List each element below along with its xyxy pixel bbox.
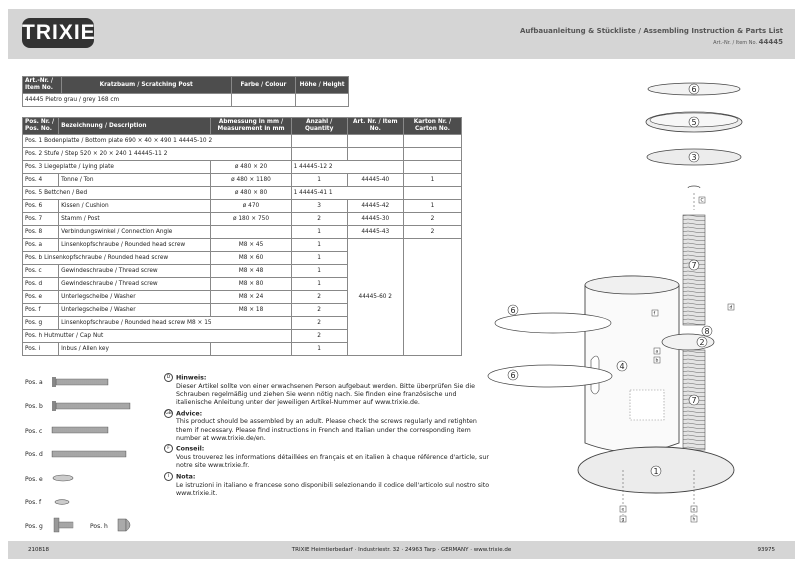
product-row: 44445 Pietro grau / grey 168 cm <box>23 94 232 107</box>
label-g: g <box>621 517 625 523</box>
footer-address: TRIXIE Heimtierbedarf · Industriestr. 32 · 24963 Tarp · GERMANY · www.trixie.de <box>291 547 512 553</box>
table-row: Pos. d Gewindeschraube / Thread screw M8 × 80 1 <box>23 278 462 291</box>
label-2: 2 <box>699 338 705 347</box>
col-item-no: Art. Nr. / Item No. <box>347 118 403 135</box>
label-7-upper: 7 <box>691 261 697 270</box>
parts-table <box>22 117 462 356</box>
part-label-a: Pos. a <box>25 379 43 386</box>
col-art-no: Art.-Nr. / Item No. <box>23 77 62 94</box>
article-number <box>713 38 783 46</box>
footer-code: 210818 <box>28 547 49 553</box>
table-row: Pos. 8 Verbindungswinkel / Connection Angle 1 44445-43 2 <box>23 226 462 239</box>
screw-b-icon <box>52 401 130 411</box>
washer-e-icon <box>53 475 73 481</box>
table-row: Pos. 7 Stamm / Post ø 180 × 750 2 44445-30 2 <box>23 213 462 226</box>
table-row: Pos. g Linsenkopfschraube / Rounded head screw M8 × 15 2 <box>23 317 462 330</box>
screw-a-icon <box>52 377 108 387</box>
label-7-lower: 7 <box>691 396 697 405</box>
label-8: 8 <box>704 327 710 336</box>
table-row: Pos. b Linsenkopfschraube / Rounded head screw M8 × 60 1 <box>23 252 462 265</box>
label-f: f <box>653 311 656 317</box>
label-d: d <box>729 305 733 311</box>
cap-nut-h-icon <box>118 519 130 531</box>
part-label-h: Pos. h <box>90 523 108 530</box>
side-cushion-upper <box>495 313 611 333</box>
table-row: Pos. c Gewindeschraube / Thread screw M8 × 48 1 <box>23 265 462 278</box>
part-label-e: Pos. e <box>25 476 43 483</box>
document-title: Aufbauanleitung & Stückliste / Assembling Instruction & Parts List <box>519 27 783 35</box>
label-e-left: e <box>621 507 625 513</box>
assembly-diagram <box>478 70 768 540</box>
note-french: F Conseil: Vous trouverez les informations détaillées en français et en italien à chaque référence d'article, sur notre site www.trixie.fr. <box>164 444 494 470</box>
table-row: Pos. 6 Kissen / Cushion ø 470 3 44445-42 1 <box>23 200 462 213</box>
col-description: Bezeichnung / Description <box>59 118 211 135</box>
part-label-b: Pos. b <box>25 403 43 410</box>
col-colour: Farbe / Colour <box>231 77 295 94</box>
note-english: GB Advice: This product should be assembled by an adult. Please check the screws regularly and retighten them if necessary. Please find instructions in French and Italian under the corresponding item number at www.trixie.de/en. <box>165 410 477 443</box>
page-header <box>8 9 795 59</box>
table-row: Pos. 2 Stufe / Step 520 × 20 × 240 1 44445-11 2 <box>23 148 462 161</box>
col-quantity: Anzahl / Quantity <box>291 118 347 135</box>
brand-logo: TRIXIE <box>22 18 94 48</box>
table-row: Pos. h Hutmutter / Cap Nut 2 <box>23 330 462 343</box>
part-label-c: Pos. c <box>25 428 43 435</box>
table-row: Pos. a Linsenkopfschraube / Rounded head screw M8 × 45 1 44445-60 2 <box>23 239 462 252</box>
part-label-d: Pos. d <box>25 451 43 458</box>
note-italian: I Nota: Le istruzioni in italiano e francese sono disponibili selezionando il codice dell'articolo sul nostro sito www.trixie.it. <box>164 472 494 498</box>
part-label-g: Pos. g <box>25 523 43 530</box>
article-number-label: Art.-Nr. / Item No. <box>713 40 758 46</box>
label-3: 3 <box>691 153 697 162</box>
table-row: Pos. i Inbus / Allen key 1 <box>23 343 462 356</box>
flag-it-icon: I <box>164 472 173 481</box>
label-b: b <box>655 358 659 364</box>
label-c: C <box>700 198 704 204</box>
label-6-top: 6 <box>691 85 697 94</box>
label-5: 5 <box>691 118 697 127</box>
screw-g-icon <box>54 518 73 532</box>
table-row: Pos. 3 Liegeplatte / Lying plate ø 480 × 20 1 44445-12 2 <box>23 161 462 174</box>
instruction-notes <box>164 373 494 499</box>
table-row: Pos. 4 Tonne / Ton ø 480 × 1180 1 44445-40 1 <box>23 174 462 187</box>
col-measurement: Abmessung in mm / Measurement in mm <box>211 118 291 135</box>
label-1: 1 <box>653 467 659 476</box>
hardware-illustrations <box>22 370 162 540</box>
label-h: h <box>692 517 696 523</box>
table-row: Pos. 5 Bettchen / Bed ø 480 × 80 1 44445-41 1 <box>23 187 462 200</box>
col-pos: Pos. Nr. / Pos. No. <box>23 118 59 135</box>
col-carton-no: Karton Nr. / Carton No. <box>403 118 461 135</box>
article-number-value: 44445 <box>758 38 783 46</box>
label-a: a <box>655 349 659 355</box>
flag-gb-icon: GB <box>165 410 172 416</box>
page-footer <box>8 541 795 559</box>
table-row: Pos. 1 Bodenplatte / Bottom plate 690 × 40 × 490 1 44445-10 2 <box>23 135 462 148</box>
table-row: Pos. e Unterlegscheibe / Washer M8 × 24 2 <box>23 291 462 304</box>
col-height: Höhe / Height <box>296 77 349 94</box>
label-6-side-lower: 6 <box>510 371 516 380</box>
thread-screw-d-icon <box>52 451 126 457</box>
thread-screw-c-icon <box>52 427 108 433</box>
merged-item-cell: 44445-60 2 <box>347 239 403 356</box>
side-cushion-lower <box>488 365 612 387</box>
label-e-right: e <box>692 507 696 513</box>
flag-de-icon: D <box>164 373 173 382</box>
product-table <box>22 76 349 107</box>
label-4: 4 <box>619 362 625 371</box>
footer-number: 93975 <box>757 547 775 553</box>
flag-fr-icon: F <box>164 444 173 453</box>
table-row: Pos. f Unterlegscheibe / Washer M8 × 18 2 <box>23 304 462 317</box>
part-label-f: Pos. f <box>25 499 42 506</box>
label-6-side-upper: 6 <box>510 306 516 315</box>
washer-f-icon <box>55 500 69 505</box>
note-german: D Hinweis: Dieser Artikel sollte von einer erwachsenen Person aufgebaut werden. Bitte überprüfen Sie die Schrauben regelmäßig und ziehen Sie wenn nötig nach. Sie finden eine französische und italienische Anleitung unter der jeweiligen Artikel-Nummer auf www.trixie.de. <box>164 373 494 408</box>
col-product: Kratzbaum / Scratching Post <box>61 77 231 94</box>
